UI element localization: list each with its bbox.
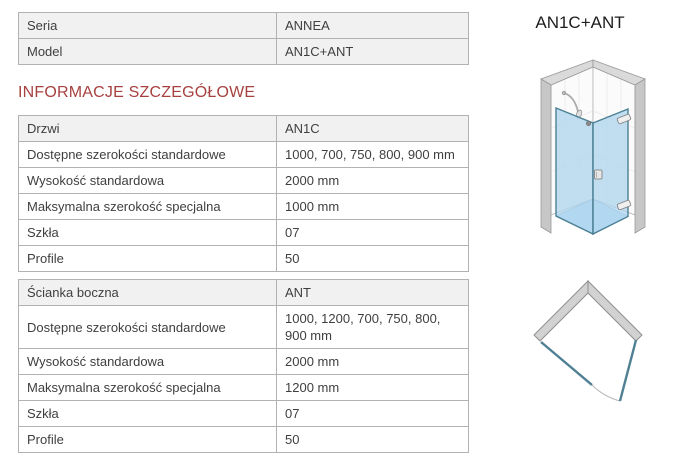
spec-label-cell: Wysokość standardowa — [19, 168, 277, 194]
handle-icon — [595, 170, 603, 179]
spec-label-cell: Profile — [19, 246, 277, 272]
section-heading: INFORMACJE SZCZEGÓŁOWE — [18, 84, 256, 101]
table-row — [19, 116, 469, 142]
spec-label-cell: Profile — [19, 427, 277, 453]
table-row — [19, 246, 469, 272]
spec-value-cell: AN1C+ANT — [277, 39, 469, 65]
spec-value-cell: 2000 mm — [277, 349, 469, 375]
table-row — [19, 13, 469, 39]
table-row — [19, 280, 469, 306]
spec-value-cell: 07 — [277, 401, 469, 427]
right-wall-end — [635, 79, 645, 233]
side-panel-glass — [556, 108, 593, 234]
door-swing-arc — [592, 385, 620, 401]
table-row — [19, 39, 469, 65]
table-row — [19, 194, 469, 220]
corner-fitting-icon — [586, 121, 591, 126]
spec-label-cell: Maksymalna szerokość specjalna — [19, 375, 277, 401]
table-row — [19, 168, 469, 194]
spec-value-cell: 50 — [277, 427, 469, 453]
spec-label-cell: Szkła — [19, 401, 277, 427]
model-diagram-title: AN1C+ANT — [535, 13, 625, 32]
isometric-shower-diagram — [520, 55, 680, 250]
table-row — [19, 375, 469, 401]
spec-label-cell: Ścianka boczna — [19, 280, 277, 306]
spec-label-cell: Seria — [19, 13, 277, 39]
open-door-line — [620, 340, 636, 401]
top-view-diagram — [523, 270, 663, 410]
spec-value-cell: 1200 mm — [277, 375, 469, 401]
spec-value-cell: 1000, 700, 750, 800, 900 mm — [277, 142, 469, 168]
spec-value-cell: ANNEA — [277, 13, 469, 39]
spec-value-cell: 50 — [277, 246, 469, 272]
table-row — [19, 220, 469, 246]
spec-label-cell: Wysokość standardowa — [19, 349, 277, 375]
table-row — [19, 142, 469, 168]
spec-label-cell: Drzwi — [19, 116, 277, 142]
left-wall-end — [541, 79, 551, 233]
table-row — [19, 401, 469, 427]
spec-label-cell: Maksymalna szerokość specjalna — [19, 194, 277, 220]
spec-label-cell: Dostępne szerokości standardowe — [19, 306, 277, 349]
side-panel-line — [541, 342, 592, 385]
table-row — [19, 306, 469, 349]
top-view-right-wall — [588, 281, 642, 341]
spec-value-cell: 07 — [277, 220, 469, 246]
spec-label-cell: Model — [19, 39, 277, 65]
top-view-left-wall — [534, 281, 588, 341]
spec-table-drzwi — [18, 115, 469, 272]
meta-table — [18, 12, 469, 65]
table-row — [19, 427, 469, 453]
spec-value-cell: 1000 mm — [277, 194, 469, 220]
spec-label-cell: Szkła — [19, 220, 277, 246]
table-row — [19, 349, 469, 375]
spec-value-cell: AN1C — [277, 116, 469, 142]
spec-value-cell: 2000 mm — [277, 168, 469, 194]
spec-value-cell: ANT — [277, 280, 469, 306]
spec-table-scianka-boczna — [18, 279, 469, 453]
spec-label-cell: Dostępne szerokości standardowe — [19, 142, 277, 168]
spec-value-cell: 1000, 1200, 700, 750, 800, 900 mm — [277, 306, 469, 349]
